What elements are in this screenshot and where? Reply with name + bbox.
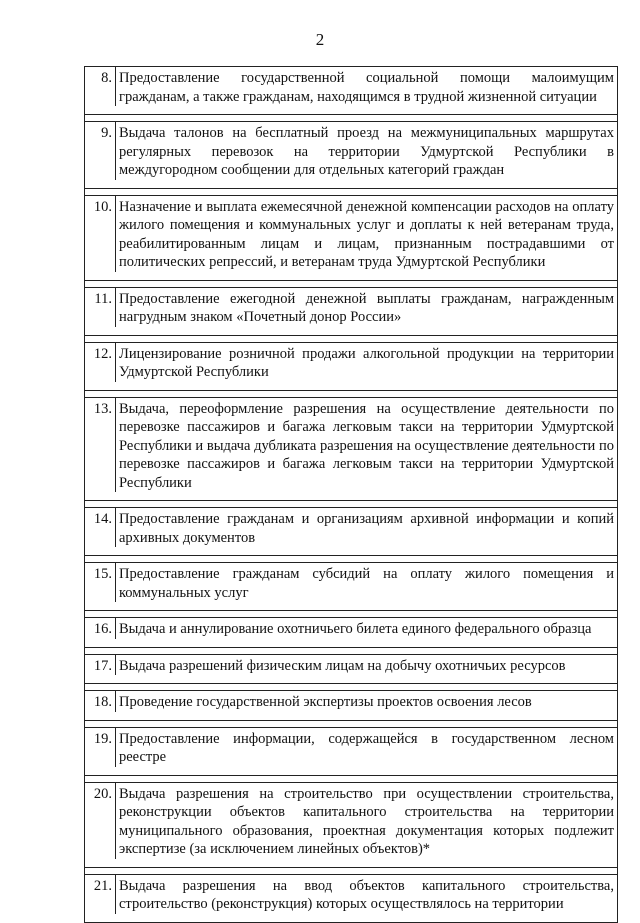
row-text: Предоставление ежегодной денежной выплаты гражданам, награжденным нагрудным знаком «Почетный донор России» [119,290,614,325]
row-number: 11. [85,288,116,327]
table-row [85,287,617,336]
row-text: Предоставление информации, содержащейся в государственном лесном реестре [119,730,614,765]
row-number: 19. [85,728,116,767]
table-row [85,874,617,923]
row-text: Проведение государственной экспертизы проектов освоения лесов [119,694,532,710]
row-number: 20. [85,783,116,859]
row-number: 8. [85,67,116,106]
row-number: 18. [85,691,116,712]
row-text: Выдача разрешения на строительство при осуществлении строительства, реконструкции объектов капитального строительства на территории муниципального образования, проектная документация которых подлежит экспертизе (за исключением линейных объектов)* [119,785,614,857]
table-row [85,67,617,115]
page-number: 2 [315,30,325,49]
row-text: Выдача талонов на бесплатный проезд на межмуниципальных маршрутах регулярных перевозок на территории Удмуртской Республики в междугородном сообщении для отдельных категорий граждан [119,125,614,178]
table-row [85,195,617,281]
services-table [84,66,618,923]
table-row [85,782,617,868]
row-number: 14. [85,508,116,547]
row-text: Предоставление гражданам субсидий на оплату жилого помещения и коммунальных услуг [119,566,614,601]
row-text: Назначение и выплата ежемесячной денежной компенсации расходов на оплату жилого помещения и коммунальных услуг и доплаты к ней ветеранам труда, реабилитированным лицам и лицам, признанным пострадавшими от политических репрессий, и ветеранам труда Удмуртской Республики [119,198,614,270]
row-number: 12. [85,343,116,382]
table-row [85,397,617,502]
row-number: 13. [85,398,116,493]
row-text: Выдача и аннулирование охотничьего билета единого федерального образца [119,621,592,637]
table-row [85,727,617,776]
table-row [85,654,617,685]
row-text: Выдача разрешения на ввод объектов капитального строительства, строительство (реконструкция) которых осуществлялось на территории [119,877,614,912]
row-number: 16. [85,618,116,639]
row-text: Выдача разрешений физическим лицам на добычу охотничьих ресурсов [119,657,566,674]
table-row [85,562,617,611]
row-text: Выдача, переоформление разрешения на осуществление деятельности по перевозке пассажиров и багажа легковым такси на территории Удмуртской Республики и выдача дубликата разрешения на осуществление деятельности по перевозке пассажиров и багажа легковым такси на территории Удмуртской Республики [119,400,614,491]
table-row [85,690,617,721]
row-text: Предоставление гражданам и организациям архивной информации и копий архивных документов [119,511,614,546]
row-number: 10. [85,196,116,272]
row-text: Лицензирование розничной продажи алкогольной продукции на территории Удмуртской Республики [119,345,614,380]
row-number: 15. [85,563,116,602]
table-row [85,617,617,648]
table-row [85,342,617,391]
row-number: 9. [85,122,116,180]
row-text: Предоставление государственной социальной помощи малоимущим гражданам, а также гражданам, находящимся в трудной жизненной ситуации [119,70,614,105]
row-number: 17. [85,655,116,676]
row-number: 21. [85,875,116,914]
table-row [85,121,617,189]
table-row [85,507,617,556]
